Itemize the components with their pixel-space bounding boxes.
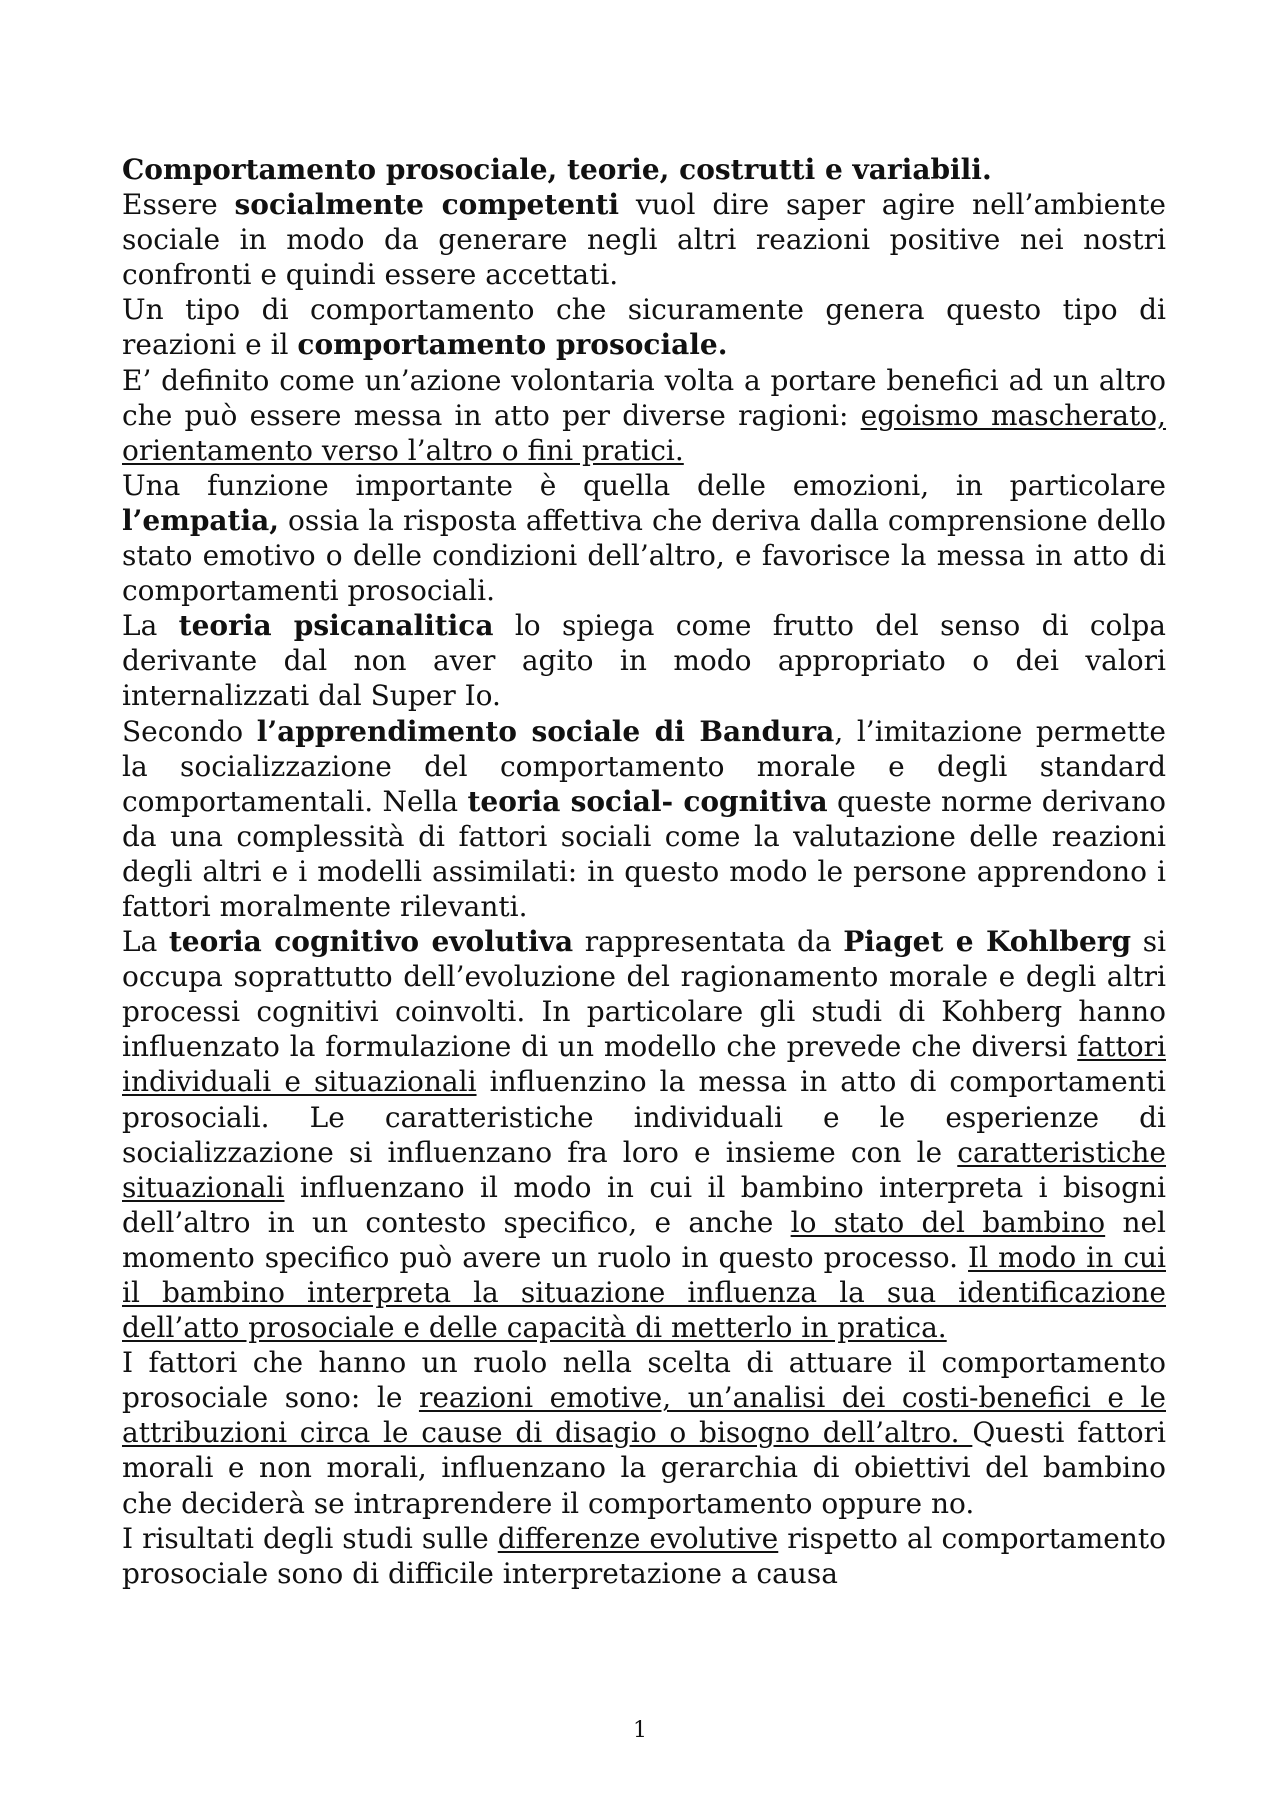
text-segment: si occupa soprattutto dell’evoluzione del ragionamento morale e degli altri processi cognitivi coinvolti. In particolare gli studi di Kohberg hanno influenzato la formulazione di un modello che prevede che diversi (122, 925, 1167, 1064)
underlined-phrase: lo stato del bambino (790, 1205, 1106, 1239)
underlined-phrase: caratteristiche situazionali (122, 1135, 1166, 1204)
text-segment: Una funzione importante è quella delle emozioni, in particolare (122, 468, 1166, 502)
bold-term: comportamento prosociale. (297, 328, 728, 362)
text-segment: Essere (122, 188, 235, 222)
bold-term: teoria social- cognitiva (467, 784, 828, 818)
bold-term: teoria cognitivo evolutiva (168, 925, 574, 959)
text-segment: ossia la risposta affettiva che deriva dalla comprensione dello stato emotivo o delle condizioni dell’altro, e favorisce la messa in atto di comportamenti prosociali. (122, 503, 1166, 608)
text-segment: nel momento specifico può avere un ruolo in questo processo. (122, 1205, 1167, 1274)
document-title: Comportamento prosociale, teorie, costrutti e variabili. (122, 153, 992, 186)
underlined-phrase: Il modo in cui il bambino interpreta la situazione influenza la sua identificazione dell’atto prosociale e delle capacità di metterlo in pratica. (122, 1240, 1166, 1345)
paragraph-cognitive-evolutionary (122, 924, 1166, 1345)
text-segment: E’ definito come un’azione volontaria volta a portare benefici ad un altro che può essere messa in atto per diverse ragioni: (122, 363, 1166, 432)
text-segment: Secondo (122, 714, 257, 748)
underlined-phrase: reazioni emotive, un’analisi dei costi-benefici e le attribuzioni circa le cause di disagio o bisogno dell’altro. (122, 1381, 1166, 1450)
text-segment: influenzano il modo in cui il bambino interpreta i bisogni dell’altro in un contesto specifico, e anche (122, 1170, 1166, 1239)
text-segment: La (122, 925, 169, 959)
underlined-phrase: differenze evolutive (497, 1521, 779, 1555)
bold-term: Piaget e Kohlberg (843, 925, 1132, 959)
text-segment: I risultati degli studi sulle (122, 1521, 498, 1555)
paragraph-social-competence (122, 187, 1166, 292)
text-segment: queste norme derivano da una complessità di fattori sociali come la valutazione delle reazioni degli altri e i modelli assimilati: in questo modo le persone apprendono i fattori moralmente rilevanti. (122, 784, 1166, 923)
paragraph-developmental-differences (122, 1521, 1166, 1591)
underlined-phrase: fattori individuali e situazionali (122, 1030, 1166, 1099)
text-segment: I fattori che hanno un ruolo nella scelta di attuare il comportamento prosociale sono: le (122, 1346, 1166, 1415)
bold-term: socialmente competenti (234, 188, 620, 222)
paragraph-factors (122, 1345, 1166, 1520)
bold-term: teoria psicanalitica (178, 609, 494, 643)
paragraph-definition (122, 363, 1166, 468)
text-segment: Questi fattori morali e non morali, influenzano la gerarchia di obiettivi del bambino che deciderà se intraprendere il comportamento oppure no. (122, 1416, 1166, 1520)
paragraph-psychoanalytic-theory (122, 608, 1166, 713)
text-segment: vuol dire saper agire nell’ambiente sociale in modo da generare negli altri reazioni positive nei nostri confronti e quindi essere accettati. (122, 188, 1166, 292)
bold-term: l’apprendimento sociale di Bandura (256, 714, 835, 748)
text-segment: , l’imitazione permette la socializzazione del comportamento morale e degli standard comportamentali. Nella (122, 714, 1166, 818)
text-segment: lo spiega come frutto del senso di colpa derivante dal non aver agito in modo appropriato o dei valori internalizzati dal Super Io. (122, 609, 1166, 713)
underlined-phrase: egoismo mascherato, orientamento verso l’altro o fini pratici. (122, 398, 1166, 467)
text-segment: rappresentata da (573, 925, 844, 959)
page-number: 1 (633, 1718, 647, 1743)
paragraph-social-learning (122, 714, 1166, 925)
text-segment: rispetto al comportamento prosociale sono di difficile interpretazione a causa (122, 1521, 1166, 1590)
paragraph-prosocial-behavior (122, 292, 1166, 362)
text-segment: influenzino la messa in atto di comportamenti prosociali. Le caratteristiche individuali e le esperienze di socializzazione si influenzano fra loro e insieme con le (122, 1065, 1166, 1169)
document-body (122, 152, 1166, 1591)
text-segment: La (122, 609, 179, 643)
bold-term: l’empatia, (122, 503, 280, 537)
paragraph-empathy (122, 468, 1166, 608)
text-segment: Un tipo di comportamento che sicuramente genera questo tipo di reazioni e il (122, 293, 1166, 362)
